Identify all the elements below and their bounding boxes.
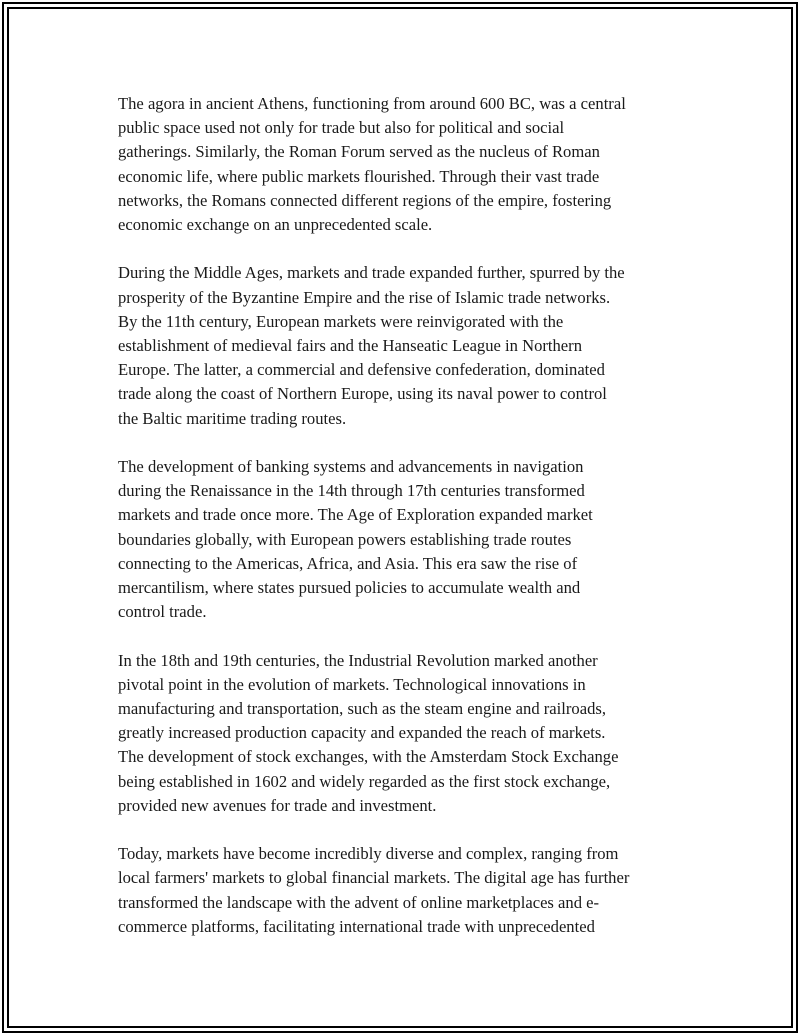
text-line: public space used not only for trade but also for political and social [118, 118, 565, 138]
text-line: connecting to the Americas, Africa, and Asia. This era saw the rise of [118, 553, 578, 573]
text-line: the Baltic maritime trading routes. [118, 408, 347, 428]
text-line: trade along the coast of Northern Europe, using its naval power to control [118, 384, 607, 404]
text-line: commerce platforms, facilitating international trade with unprecedented [118, 916, 595, 936]
text-line: being established in 1602 and widely regarded as the first stock exchange, [118, 771, 611, 791]
text-line: pivotal point in the evolution of markets. Technological innovations in [118, 674, 586, 694]
text-line: transformed the landscape with the advent of online marketplaces and e- [118, 892, 600, 912]
text-line: mercantilism, where states pursued policies to accumulate wealth and [118, 578, 581, 598]
paragraph-industrial-revolution [118, 649, 690, 818]
text-line: boundaries globally, with European powers establishing trade routes [118, 529, 572, 549]
text-line: control trade. [118, 602, 207, 622]
paragraph-ancient-markets [118, 92, 690, 237]
paragraph-modern-markets [118, 842, 690, 939]
text-line: By the 11th century, European markets were reinvigorated with the [118, 311, 564, 331]
text-line: prosperity of the Byzantine Empire and the rise of Islamic trade networks. [118, 287, 611, 307]
text-line: provided new avenues for trade and investment. [118, 795, 437, 815]
text-line: economic exchange on an unprecedented scale. [118, 215, 433, 235]
text-line: local farmers' markets to global financial markets. The digital age has further [118, 868, 630, 888]
text-line: In the 18th and 19th centuries, the Industrial Revolution marked another [118, 650, 598, 670]
text-line: gatherings. Similarly, the Roman Forum served as the nucleus of Roman [118, 142, 600, 162]
text-line: Today, markets have become incredibly diverse and complex, ranging from [118, 844, 619, 864]
paragraph-renaissance [118, 455, 690, 624]
text-line: During the Middle Ages, markets and trade expanded further, spurred by the [118, 263, 625, 283]
text-line: The development of stock exchanges, with the Amsterdam Stock Exchange [118, 747, 619, 767]
text-line: markets and trade once more. The Age of Exploration expanded market [118, 505, 593, 525]
text-line: networks, the Romans connected different regions of the empire, fostering [118, 190, 612, 210]
text-line: Europe. The latter, a commercial and defensive confederation, dominated [118, 360, 605, 380]
paragraph-middle-ages [118, 261, 690, 430]
text-line: The agora in ancient Athens, functioning from around 600 BC, was a central [118, 94, 626, 113]
text-line: manufacturing and transportation, such as the steam engine and railroads, [118, 699, 606, 719]
text-line: during the Renaissance in the 14th through 17th centuries transformed [118, 481, 585, 501]
text-line: establishment of medieval fairs and the Hanseatic League in Northern [118, 336, 582, 356]
text-line: The development of banking systems and advancements in navigation [118, 457, 584, 477]
document-body [118, 92, 690, 963]
text-line: greatly increased production capacity and expanded the reach of markets. [118, 723, 606, 743]
text-line: economic life, where public markets flourished. Through their vast trade [118, 166, 600, 186]
